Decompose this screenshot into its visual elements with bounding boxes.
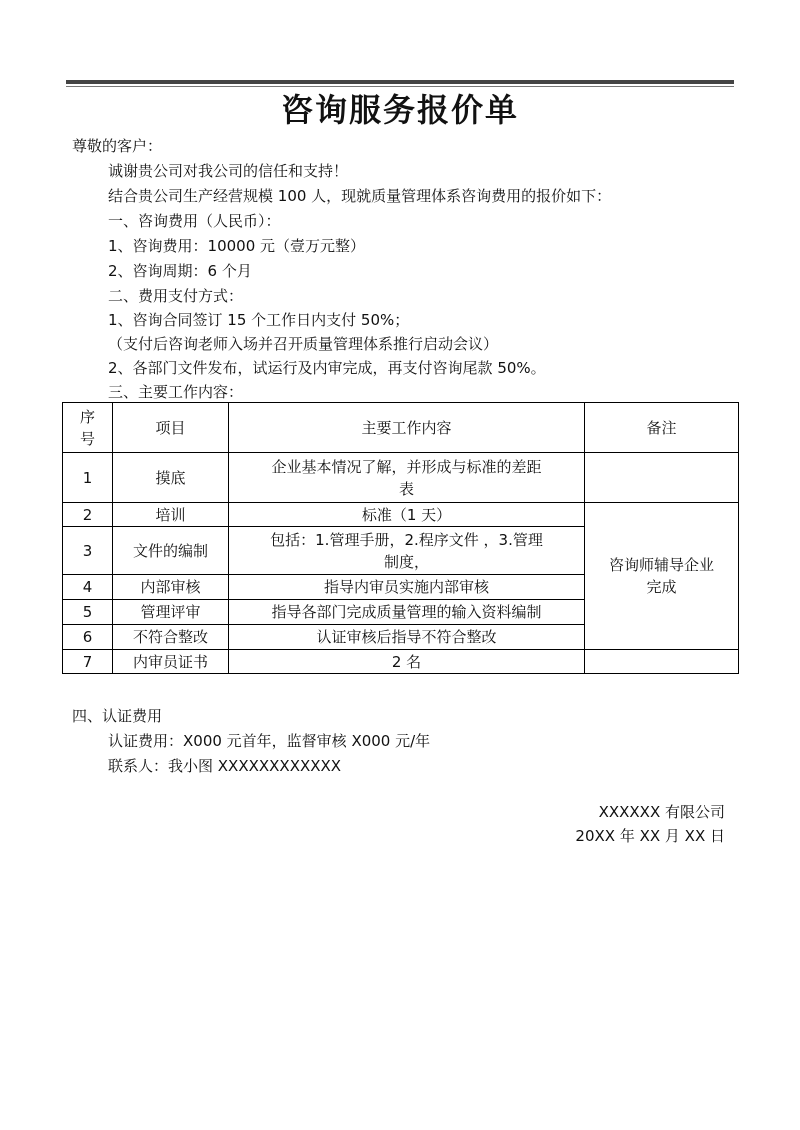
row-content-line1: 企业基本情况了解，并形成与标准的差距 — [271, 457, 542, 476]
section4-heading: 四、认证费用 — [72, 707, 163, 725]
row-content: 标准（1 天） — [229, 503, 585, 527]
row-no: 4 — [63, 575, 113, 600]
row-content — [229, 527, 585, 575]
intro-thanks: 诚谢贵公司对我公司的信任和支持！ — [108, 162, 349, 180]
table-header-row — [63, 403, 739, 453]
cert-fee: 认证费用：X000 元首年，监督审核 X000 元/年 — [108, 732, 431, 750]
row-item: 摸底 — [113, 453, 229, 503]
section3-heading: 三、主要工作内容： — [108, 383, 244, 401]
header-content: 主要工作内容 — [229, 403, 585, 453]
row-item: 内部审核 — [113, 575, 229, 600]
row-item: 不符合整改 — [113, 625, 229, 650]
header-remark: 备注 — [585, 403, 739, 453]
merged-remark-line1: 咨询师辅导企业 — [608, 556, 714, 574]
row-content-line2: 表 — [398, 479, 414, 498]
row-no: 6 — [63, 625, 113, 650]
greeting: 尊敬的客户： — [72, 137, 163, 155]
header-no — [63, 403, 113, 453]
row-no: 1 — [63, 453, 113, 503]
row-content: 指导各部门完成质量管理的输入资料编制 — [229, 600, 585, 625]
header-no-line1: 序 — [79, 407, 95, 426]
work-content-table — [62, 402, 739, 674]
row-content: 指导内审员实施内部审核 — [229, 575, 585, 600]
row-item: 管理评审 — [113, 600, 229, 625]
payment-item-1: 1、咨询合同签订 15 个工作日内支付 50%； — [108, 311, 410, 329]
consult-period: 2、咨询周期：6 个月 — [108, 262, 252, 280]
document-title: 咨询服务报价单 — [280, 91, 519, 129]
row-remark-empty — [585, 650, 739, 674]
header-rule-thick — [66, 80, 734, 84]
section1-heading: 一、咨询费用（人民币）： — [108, 212, 281, 230]
table-row — [63, 503, 739, 527]
contact-person: 联系人：我小图 XXXXXXXXXXXX — [108, 757, 342, 775]
section2-heading: 二、费用支付方式： — [108, 287, 244, 305]
row-content: 2 名 — [229, 650, 585, 674]
row-content-line1: 包括：1.管理手册，2.程序文件 ，3.管理 — [270, 530, 543, 549]
merged-remark-line2: 完成 — [646, 578, 677, 596]
header-item: 项目 — [113, 403, 229, 453]
row-content-line2: 制度， — [383, 552, 429, 571]
payment-note: （支付后咨询老师入场并召开质量管理体系推行启动会议） — [108, 335, 499, 353]
row-no: 2 — [63, 503, 113, 527]
signature-date: 20XX 年 XX 月 XX 日 — [575, 827, 725, 845]
table-row — [63, 650, 739, 674]
fee-amount: 1、咨询费用：10000 元（壹万元整） — [108, 237, 366, 255]
row-content — [229, 453, 585, 503]
row-item: 培训 — [113, 503, 229, 527]
intro-scope: 结合贵公司生产经营规模 100 人，现就质量管理体系咨询费用的报价如下： — [108, 187, 612, 205]
header-no-line2: 号 — [79, 429, 95, 448]
row-content: 认证审核后指导不符合整改 — [229, 625, 585, 650]
row-no: 7 — [63, 650, 113, 674]
row-no: 3 — [63, 527, 113, 575]
company-signature: XXXXXX 有限公司 — [598, 803, 725, 821]
payment-item-2: 2、各部门文件发布，试运行及内审完成，再支付咨询尾款 50%。 — [108, 359, 546, 377]
header-rule-thin — [66, 86, 734, 87]
row-remark-empty — [585, 453, 739, 503]
merged-remark — [585, 503, 739, 650]
row-item: 内审员证书 — [113, 650, 229, 674]
table-row — [63, 453, 739, 503]
row-item: 文件的编制 — [113, 527, 229, 575]
row-no: 5 — [63, 600, 113, 625]
